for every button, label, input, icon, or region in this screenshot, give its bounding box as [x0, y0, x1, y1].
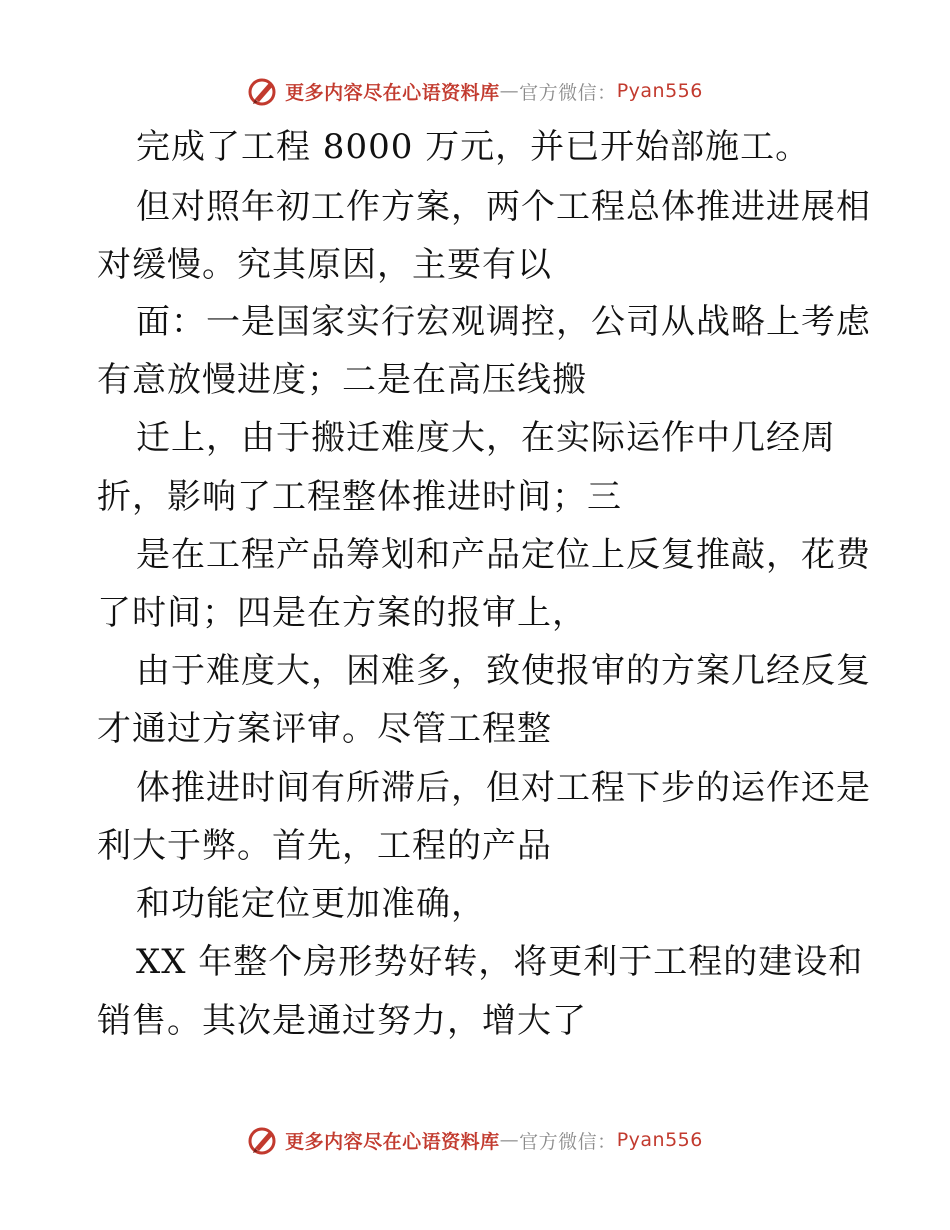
- body-line: 对缓慢。究其原因，主要有以: [97, 245, 552, 285]
- body-line: XX 年整个房形势好转，将更利于工程的建设和: [136, 942, 864, 982]
- footer-banner-wechat-id: Pyan556: [616, 1129, 703, 1151]
- body-line: 了时间；四是在方案的报审上，: [97, 593, 587, 633]
- body-line: 由于难度大，困难多，致使报审的方案几经反复: [136, 651, 871, 691]
- footer-banner-wechat-label: 官方微信：: [519, 1130, 617, 1153]
- body-line: 利大于弊。首先，工程的产品: [97, 826, 552, 866]
- body-line: 和功能定位更加准确，: [136, 884, 486, 924]
- body-line: 才通过方案评审。尽管工程整: [97, 709, 552, 749]
- body-line: 但对照年初工作方案，两个工程总体推进进展相: [136, 187, 871, 227]
- body-line: 是在工程产品筹划和产品定位上反复推敲，花费: [136, 535, 871, 575]
- pen-circle-logo-icon: [247, 75, 279, 107]
- header-watermark-banner: [0, 71, 950, 111]
- pen-circle-logo-icon: [247, 1124, 279, 1156]
- body-line: 折，影响了工程整体推进时间；三: [97, 477, 622, 517]
- header-banner-separator: —: [499, 80, 520, 102]
- body-line: 迁上，由于搬迁难度大，在实际运作中几经周: [136, 418, 836, 458]
- body-line: 有意放慢进度；二是在高压线搬: [97, 360, 587, 400]
- body-line: 体推进时间有所滞后，但对工程下步的运作还是: [136, 768, 871, 808]
- header-banner-wechat-label: 官方微信：: [519, 81, 617, 104]
- body-line: 面：一是国家实行宏观调控，公司从战略上考虑: [136, 302, 871, 342]
- footer-banner-main-text: 更多内容尽在心语资料库: [285, 1130, 500, 1153]
- header-banner-main-text: 更多内容尽在心语资料库: [285, 81, 500, 104]
- footer-banner-separator: —: [499, 1129, 520, 1151]
- header-banner-wechat-id: Pyan556: [616, 80, 703, 102]
- footer-watermark-banner: [0, 1120, 950, 1160]
- body-line: 完成了工程 8000 万元，并已开始部施工。: [136, 127, 811, 167]
- body-line: 销售。其次是通过努力，增大了: [97, 1001, 587, 1041]
